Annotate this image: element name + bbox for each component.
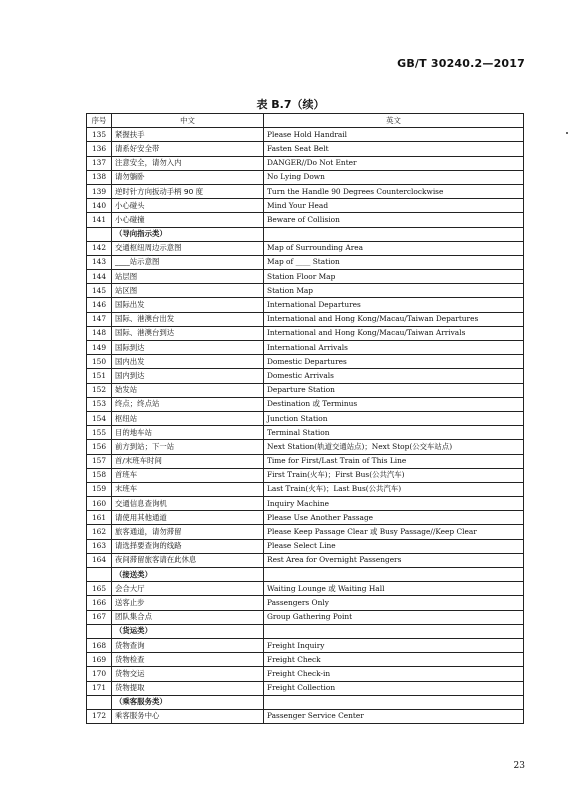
english-term-cell: Please Select Line <box>264 539 524 553</box>
chinese-term-cell: 目的地车站 <box>112 426 264 440</box>
english-term-cell: Passenger Service Center <box>264 709 524 723</box>
english-term-cell: Freight Check <box>264 653 524 667</box>
row-number-cell: 149 <box>87 341 112 355</box>
table-row <box>87 681 524 695</box>
table-row <box>87 525 524 539</box>
chinese-term-cell: 终点；终点站 <box>112 397 264 411</box>
row-number-cell: 155 <box>87 426 112 440</box>
chinese-term-cell: 首/末班车时间 <box>112 454 264 468</box>
table-row <box>87 468 524 482</box>
table-row <box>87 596 524 610</box>
chinese-term-cell: 会合大厅 <box>112 582 264 596</box>
table-row <box>87 341 524 355</box>
chinese-term-cell: 国际、港澳台出发 <box>112 312 264 326</box>
row-number-cell: 169 <box>87 653 112 667</box>
english-term-cell: Rest Area for Overnight Passengers <box>264 553 524 567</box>
row-number-cell: 163 <box>87 539 112 553</box>
row-number-cell: 152 <box>87 383 112 397</box>
row-number-cell: 135 <box>87 128 112 142</box>
table-row <box>87 497 524 511</box>
english-term-cell <box>264 695 524 709</box>
chinese-term-cell: 国内到达 <box>112 369 264 383</box>
english-term-cell: Please Hold Handrail <box>264 128 524 142</box>
english-term-cell: Map of ____ Station <box>264 255 524 269</box>
english-term-cell: Inquiry Machine <box>264 497 524 511</box>
table-body <box>87 128 524 724</box>
table-row <box>87 638 524 652</box>
table-row <box>87 553 524 567</box>
row-number-cell: 139 <box>87 184 112 198</box>
chinese-term-cell: 注意安全，请勿入内 <box>112 156 264 170</box>
chinese-term-cell: 站层图 <box>112 270 264 284</box>
table-row <box>87 128 524 142</box>
english-term-cell <box>264 568 524 582</box>
english-term-cell <box>264 227 524 241</box>
table-row <box>87 255 524 269</box>
table-row <box>87 397 524 411</box>
english-term-cell: International and Hong Kong/Macau/Taiwan Arrivals <box>264 326 524 340</box>
english-term-cell: Last Train(火车)；Last Bus(公共汽车) <box>264 482 524 496</box>
row-number-cell: 153 <box>87 397 112 411</box>
table-row <box>87 369 524 383</box>
row-number-cell <box>87 568 112 582</box>
chinese-term-cell: 站区图 <box>112 284 264 298</box>
english-term-cell: Destination 或 Terminus <box>264 397 524 411</box>
table-row <box>87 142 524 156</box>
row-number-cell: 157 <box>87 454 112 468</box>
chinese-term-cell: 交通枢纽周边示意图 <box>112 241 264 255</box>
row-number-cell <box>87 624 112 638</box>
chinese-term-cell: 国际到达 <box>112 341 264 355</box>
row-number-cell: 140 <box>87 199 112 213</box>
english-term-cell: Beware of Collision <box>264 213 524 227</box>
chinese-term-cell: 小心碰头 <box>112 199 264 213</box>
chinese-term-cell: 国际出发 <box>112 298 264 312</box>
chinese-term-cell: 旅客通道，请勿滞留 <box>112 525 264 539</box>
table-row <box>87 653 524 667</box>
english-term-cell: Mind Your Head <box>264 199 524 213</box>
english-term-cell: Station Floor Map <box>264 270 524 284</box>
chinese-term-cell: 枢纽站 <box>112 411 264 425</box>
english-term-cell: Map of Surrounding Area <box>264 241 524 255</box>
english-term-cell: DANGER//Do Not Enter <box>264 156 524 170</box>
section-row <box>87 695 524 709</box>
table-row <box>87 440 524 454</box>
english-term-cell: Station Map <box>264 284 524 298</box>
table-row <box>87 326 524 340</box>
table-row <box>87 270 524 284</box>
table-row <box>87 284 524 298</box>
table-row <box>87 241 524 255</box>
english-term-cell: Domestic Departures <box>264 355 524 369</box>
table-header-row <box>87 114 524 128</box>
english-term-cell: Waiting Lounge 或 Waiting Hall <box>264 582 524 596</box>
section-row <box>87 568 524 582</box>
row-number-cell: 166 <box>87 596 112 610</box>
english-term-cell: Passengers Only <box>264 596 524 610</box>
row-number-cell: 148 <box>87 326 112 340</box>
chinese-term-cell: 送客止步 <box>112 596 264 610</box>
row-number-cell: 171 <box>87 681 112 695</box>
standard-number: GB/T 30240.2—2017 <box>397 57 525 70</box>
row-number-cell: 167 <box>87 610 112 624</box>
chinese-term-cell: 请勿躺卧 <box>112 170 264 184</box>
english-term-cell: Please Keep Passage Clear 或 Busy Passage//Keep Clear <box>264 525 524 539</box>
row-number-cell: 154 <box>87 411 112 425</box>
chinese-term-cell: 货物检查 <box>112 653 264 667</box>
chinese-term-cell: 夜间滞留旅客请在此休息 <box>112 553 264 567</box>
chinese-term-cell: 末班车 <box>112 482 264 496</box>
english-term-cell: Time for First/Last Train of This Line <box>264 454 524 468</box>
english-term-cell: Freight Check-in <box>264 667 524 681</box>
table-row <box>87 482 524 496</box>
row-number-cell: 168 <box>87 638 112 652</box>
english-term-cell: International and Hong Kong/Macau/Taiwan Departures <box>264 312 524 326</box>
row-number-cell: 143 <box>87 255 112 269</box>
table-row <box>87 411 524 425</box>
table-row <box>87 610 524 624</box>
row-number-cell: 145 <box>87 284 112 298</box>
english-term-cell: Fasten Seat Belt <box>264 142 524 156</box>
chinese-term-cell: （乘客服务类） <box>112 695 264 709</box>
row-number-cell <box>87 227 112 241</box>
english-term-cell: Turn the Handle 90 Degrees Counterclockwise <box>264 184 524 198</box>
english-term-cell: First Train(火车)；First Bus(公共汽车) <box>264 468 524 482</box>
chinese-term-cell: 国内出发 <box>112 355 264 369</box>
row-number-cell: 164 <box>87 553 112 567</box>
row-number-cell: 138 <box>87 170 112 184</box>
chinese-term-cell: （接送类） <box>112 568 264 582</box>
row-number-cell: 158 <box>87 468 112 482</box>
row-number-cell: 147 <box>87 312 112 326</box>
table-row <box>87 709 524 723</box>
english-term-cell: International Departures <box>264 298 524 312</box>
chinese-term-cell: 逆时针方向扳动手柄 90 度 <box>112 184 264 198</box>
row-number-cell: 159 <box>87 482 112 496</box>
table-row <box>87 298 524 312</box>
chinese-term-cell: 货物交运 <box>112 667 264 681</box>
chinese-term-cell: 乘客服务中心 <box>112 709 264 723</box>
header-chinese: 中文 <box>112 114 264 128</box>
english-term-cell: Freight Inquiry <box>264 638 524 652</box>
chinese-term-cell: （导向指示类） <box>112 227 264 241</box>
header-no: 序号 <box>87 114 112 128</box>
table-row <box>87 199 524 213</box>
table-row <box>87 454 524 468</box>
table-row <box>87 184 524 198</box>
row-number-cell: 162 <box>87 525 112 539</box>
page-number: 23 <box>513 761 525 771</box>
chinese-term-cell: 请使用其他通道 <box>112 511 264 525</box>
chinese-term-cell: 团队集合点 <box>112 610 264 624</box>
english-term-cell: Domestic Arrivals <box>264 369 524 383</box>
section-row <box>87 227 524 241</box>
scan-speck <box>566 132 568 134</box>
table-row <box>87 539 524 553</box>
row-number-cell: 144 <box>87 270 112 284</box>
english-term-cell: Freight Collection <box>264 681 524 695</box>
row-number-cell: 141 <box>87 213 112 227</box>
row-number-cell: 165 <box>87 582 112 596</box>
english-term-cell <box>264 624 524 638</box>
english-term-cell: International Arrivals <box>264 341 524 355</box>
terms-table <box>86 113 524 724</box>
chinese-term-cell: 前方到站；下一站 <box>112 440 264 454</box>
row-number-cell <box>87 695 112 709</box>
row-number-cell: 161 <box>87 511 112 525</box>
table-row <box>87 312 524 326</box>
chinese-term-cell: 货物查询 <box>112 638 264 652</box>
row-number-cell: 137 <box>87 156 112 170</box>
chinese-term-cell: 请选择要查询的线路 <box>112 539 264 553</box>
chinese-term-cell: 小心碰撞 <box>112 213 264 227</box>
chinese-term-cell: 货物提取 <box>112 681 264 695</box>
chinese-term-cell: 交通信息查询机 <box>112 497 264 511</box>
table-row <box>87 582 524 596</box>
english-term-cell: Departure Station <box>264 383 524 397</box>
chinese-term-cell: 请系好安全带 <box>112 142 264 156</box>
row-number-cell: 160 <box>87 497 112 511</box>
chinese-term-cell: 紧握扶手 <box>112 128 264 142</box>
table-row <box>87 426 524 440</box>
row-number-cell: 136 <box>87 142 112 156</box>
row-number-cell: 146 <box>87 298 112 312</box>
table-row <box>87 170 524 184</box>
chinese-term-cell: 首班车 <box>112 468 264 482</box>
row-number-cell: 172 <box>87 709 112 723</box>
table-row <box>87 355 524 369</box>
chinese-term-cell: 始发站 <box>112 383 264 397</box>
table-row <box>87 383 524 397</box>
row-number-cell: 150 <box>87 355 112 369</box>
english-term-cell: No Lying Down <box>264 170 524 184</box>
english-term-cell: Please Use Another Passage <box>264 511 524 525</box>
row-number-cell: 142 <box>87 241 112 255</box>
english-term-cell: Terminal Station <box>264 426 524 440</box>
chinese-term-cell: （货运类） <box>112 624 264 638</box>
table-row <box>87 667 524 681</box>
row-number-cell: 170 <box>87 667 112 681</box>
table-row <box>87 213 524 227</box>
english-term-cell: Next Station(轨道交通站点)；Next Stop(公交车站点) <box>264 440 524 454</box>
english-term-cell: Group Gathering Point <box>264 610 524 624</box>
table-title: 表 B.7（续） <box>256 98 325 111</box>
chinese-term-cell: ____站示意图 <box>112 255 264 269</box>
section-row <box>87 624 524 638</box>
header-english: 英文 <box>264 114 524 128</box>
chinese-term-cell: 国际、港澳台到达 <box>112 326 264 340</box>
english-term-cell: Junction Station <box>264 411 524 425</box>
row-number-cell: 156 <box>87 440 112 454</box>
table-row <box>87 156 524 170</box>
row-number-cell: 151 <box>87 369 112 383</box>
table-row <box>87 511 524 525</box>
